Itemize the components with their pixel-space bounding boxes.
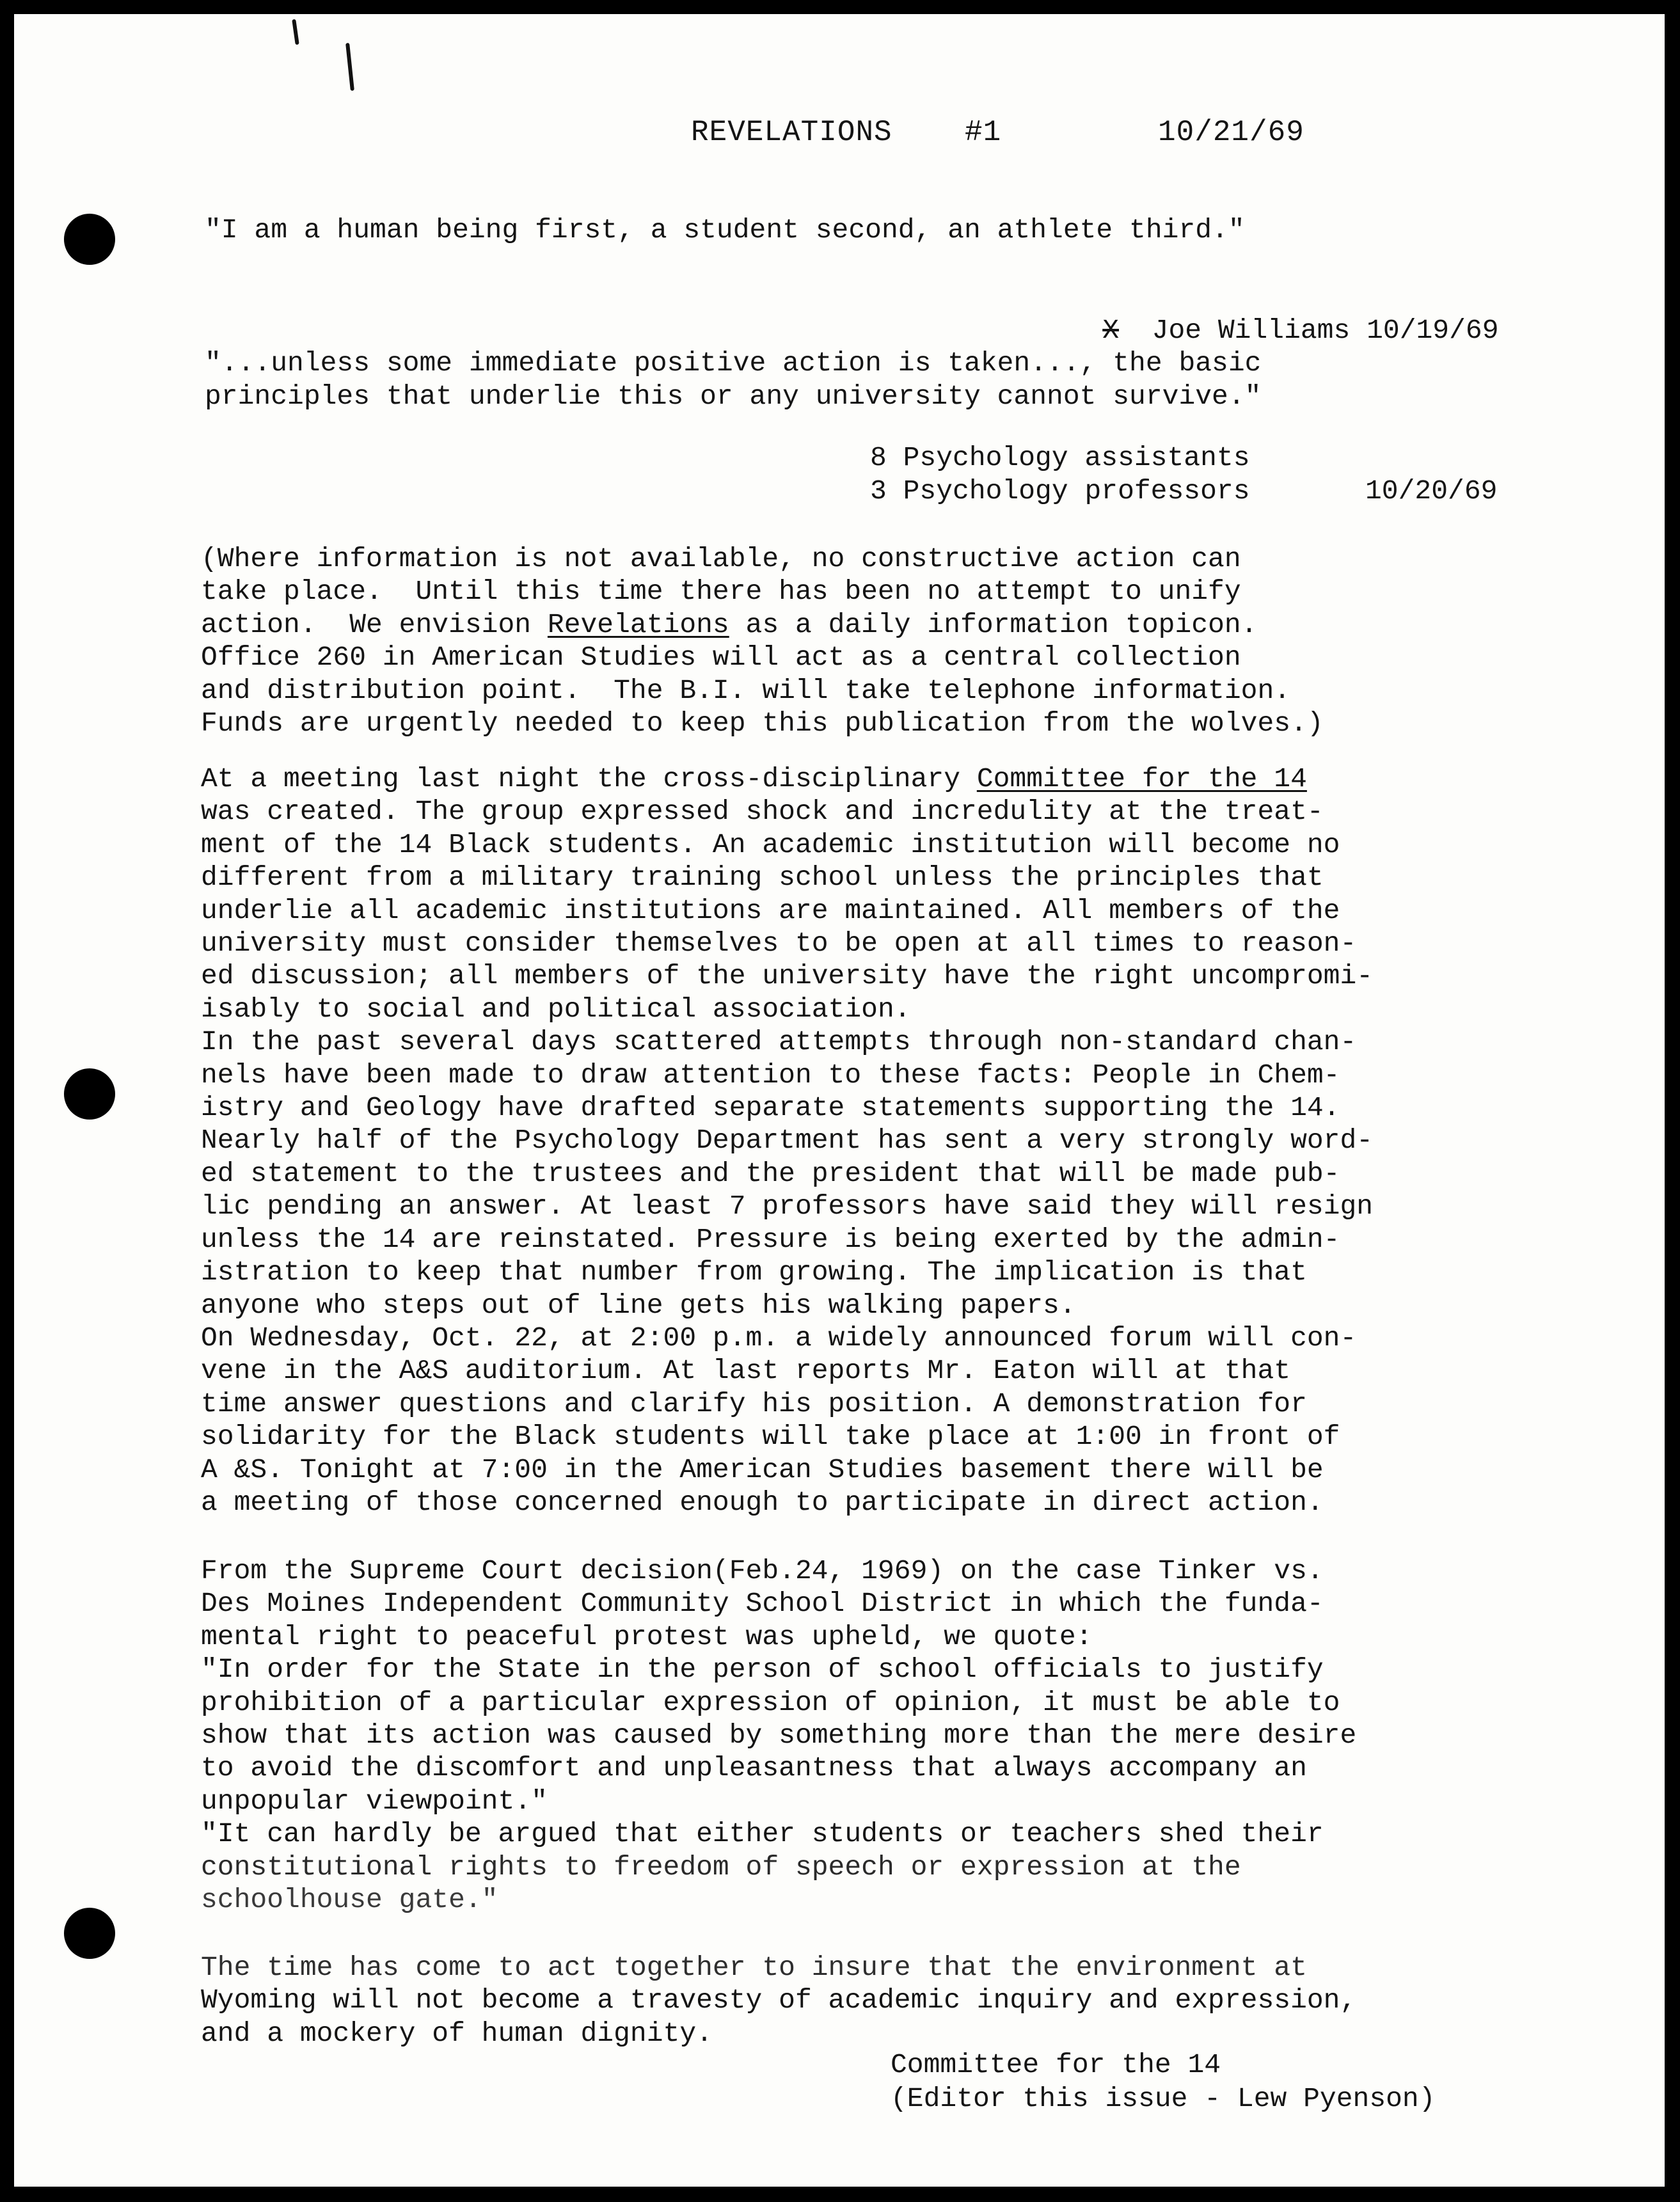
punch-hole-top <box>64 214 115 265</box>
paragraph-line: The time has come to act together to insure that the environment at <box>201 1952 1307 1983</box>
paragraph-line: Nearly half of the Psychology Department has sent a very strongly word- <box>201 1125 1374 1157</box>
paragraph-line: Funds are urgently needed to keep this publication from the wolves.) <box>201 708 1324 740</box>
header-title: REVELATIONS <box>691 116 892 149</box>
line-text: At a meeting last night the cross-disciplinary <box>201 763 977 795</box>
document-page <box>14 14 1665 2187</box>
paragraph-line: nels have been made to draw attention to these facts: People in Chem- <box>201 1059 1340 1091</box>
paragraph-line: ment of the 14 Black students. An academic institution will become no <box>201 828 1340 860</box>
header-issue: #1 <box>965 116 1002 149</box>
paragraph-line: and distribution point. The B.I. will take telephone information. <box>201 674 1291 706</box>
paragraph-line: mental right to peaceful protest was upheld, we quote: <box>201 1620 1093 1652</box>
quote-line: "...unless some immediate positive action is taken..., the basic <box>205 347 1262 379</box>
paragraph-line: anyone who steps out of line gets his walking papers. <box>201 1289 1076 1321</box>
paragraph-line: take place. Until this time there has been no attempt to unify <box>201 576 1241 608</box>
scratch-mark <box>345 43 354 91</box>
paragraph-line: prohibition of a particular expression of opinion, it must be able to <box>201 1686 1340 1718</box>
paragraph-line: university must consider themselves to be open at all times to reason- <box>201 928 1357 960</box>
intro-paragraph <box>201 543 1324 740</box>
paragraph-line: unless the 14 are reinstated. Pressure is being exerted by the admin- <box>201 1223 1340 1255</box>
paragraph-line: Office 260 in American Studies will act as a central collection <box>201 642 1241 674</box>
paragraph-line: In the past several days scattered attempts through non-standard chan- <box>201 1026 1357 1058</box>
paragraph-line: (Where information is not available, no constructive action can <box>201 543 1241 574</box>
attribution-assistants: 8 Psychology assistants <box>870 442 1250 473</box>
paragraph-line: and a mockery of human dignity. <box>201 2017 713 2049</box>
paragraph-line: Wyoming will not become a travesty of academic inquiry and expression, <box>201 1984 1357 2016</box>
paragraph-line: vene in the A&S auditorium. At last reports Mr. Eaton will at that <box>201 1355 1291 1387</box>
paragraph-line: A &S. Tonight at 7:00 in the American Studies basement there will be <box>201 1453 1324 1485</box>
paragraph-line: to avoid the discomfort and unpleasantness that always accompany an <box>201 1752 1307 1784</box>
paragraph-line: show that its action was caused by something more than the mere desire <box>201 1720 1357 1752</box>
paragraph-line: lic pending an answer. At least 7 professors have said they will resign <box>201 1191 1374 1223</box>
revelations-title: Revelations <box>547 608 729 640</box>
paragraph-line: "It can hardly be argued that either students or teachers shed their <box>201 1818 1324 1850</box>
line-text: action. We envision <box>201 608 548 640</box>
signature-committee: Committee for the 14 <box>891 2049 1221 2080</box>
paragraph-line: Des Moines Independent Community School District in which the funda- <box>201 1588 1324 1620</box>
header-date: 10/21/69 <box>1158 116 1304 149</box>
punch-hole-bottom <box>64 1908 115 1959</box>
quote-attribution-name: Joe Williams 10/19/69 <box>1152 315 1499 346</box>
quote-line: principles that underlie this or any university cannot survive." <box>205 381 1262 412</box>
paragraph-line: From the Supreme Court decision(Feb.24, 1969) on the case Tinker vs. <box>201 1555 1324 1587</box>
paragraph-line: a meeting of those concerned enough to participate in direct action. <box>201 1486 1324 1518</box>
paragraph-line: time answer questions and clarify his position. A demonstration for <box>201 1388 1307 1420</box>
paragraph-line: solidarity for the Black students will take place at 1:00 in front of <box>201 1421 1340 1453</box>
paragraph-line: istry and Geology have drafted separate statements supporting the 14. <box>201 1092 1340 1124</box>
paragraph-line: istration to keep that number from growing. The implication is that <box>201 1256 1307 1288</box>
struck-character: X <box>1102 315 1120 346</box>
main-paragraph <box>201 763 1373 1519</box>
punch-hole-middle <box>64 1068 115 1120</box>
paragraph-line: constitutional rights to freedom of speech or expression at the <box>201 1851 1241 1883</box>
quote-joe-williams: "I am a human being first, a student second, an athlete third." <box>205 214 1245 246</box>
paragraph-line: different from a military training school unless the principles that <box>201 862 1324 894</box>
committee-name: Committee for the 14 <box>976 763 1307 795</box>
paragraph-line: On Wednesday, Oct. 22, at 2:00 p.m. a widely announced forum will con- <box>201 1322 1357 1354</box>
scratch-mark <box>292 19 299 45</box>
paragraph-line: ed discussion; all members of the university have the right uncompromi- <box>201 960 1374 992</box>
paragraph-line: underlie all academic institutions are maintained. All members of the <box>201 894 1340 926</box>
closing-paragraph <box>201 1951 1356 2050</box>
paragraph-line: was created. The group expressed shock and incredulity at the treat- <box>201 796 1324 828</box>
attribution-date: 10/20/69 <box>1365 475 1498 507</box>
paragraph-line: isably to social and political association. <box>201 993 911 1025</box>
line-text: as a daily information topicon. <box>729 608 1258 640</box>
paragraph-line <box>201 608 1324 641</box>
court-decision-paragraph <box>201 1555 1356 1916</box>
paragraph-line <box>201 763 1373 795</box>
attribution-professors: 3 Psychology professors <box>870 475 1250 507</box>
paragraph-line: "In order for the State in the person of school officials to justify <box>201 1654 1324 1686</box>
paragraph-line: ed statement to the trustees and the president that will be made pub- <box>201 1157 1340 1189</box>
quote-psychology <box>205 347 1261 413</box>
paragraph-line: unpopular viewpoint." <box>201 1785 548 1817</box>
paragraph-line: schoolhouse gate." <box>201 1884 498 1916</box>
signature-editor: (Editor this issue - Lew Pyenson) <box>891 2083 1436 2114</box>
